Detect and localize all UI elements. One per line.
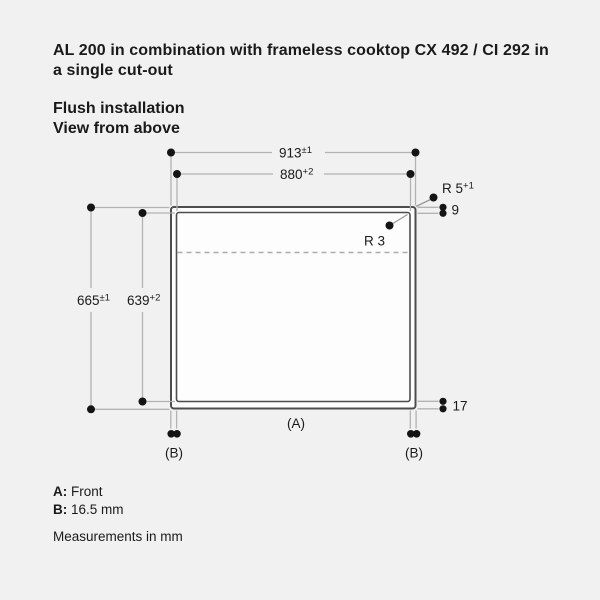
dim-endpoint-dot [87,204,95,212]
front-side-label: (A) [287,416,305,431]
dimension-offset-bottom [418,401,439,409]
dimension-offset-top [418,207,439,213]
dim-endpoint-dot [139,398,147,406]
legend-row-a [53,483,124,501]
dimension-b-right [410,411,416,429]
radius-inner-label: R 3 [364,233,386,249]
legend-row-b [53,501,124,519]
legend-value-b: 16.5 mm [71,502,124,517]
radius-inner-dot [386,222,394,230]
dim-endpoint-dot [439,398,446,405]
radius-outer-dot [430,194,438,202]
dim-offset-top-label: 9 [451,202,460,218]
dim-inner-width-label: $880^{+2}$ [280,166,314,182]
legend [53,483,124,519]
dim-endpoint-dot [412,149,420,157]
legend-value-a: Front [71,484,103,499]
radius-outer-label: R $5^{+1}$ [442,180,474,196]
dim-endpoint-dot [167,149,175,157]
title-line-1: AL 200 in combination with frameless cooktop CX 492 / CI 292 in [53,42,549,59]
dim-inner-height-label: $639^{+2}$ [127,292,161,308]
legend-key-a: A: [53,484,68,499]
dim-outer-height-label: $665^{\pm 1}$ [77,292,111,308]
dim-endpoint-dot [413,430,421,438]
legend-key-b: B: [53,502,68,517]
dim-endpoint-dot [439,405,446,412]
dim-outer-width-label: $913^{\pm 1}$ [279,145,313,161]
subtitle-line-2: View from above [53,120,180,137]
dim-endpoint-dot [87,405,95,413]
b-right-label: (B) [405,445,423,461]
measurements-note: Measurements in mm [53,529,183,544]
dim-endpoint-dot [439,210,446,217]
subtitle-line-1: Flush installation [53,100,185,117]
dimension-outer-height [91,208,170,410]
dim-endpoint-dot [139,209,147,217]
dimension-b-left [171,411,177,429]
dim-endpoint-dot [407,170,415,178]
title-line-2: a single cut-out [53,62,173,79]
dim-endpoint-dot [173,170,181,178]
dim-endpoint-dot [173,430,181,438]
radius-outer-leader-line [416,200,431,207]
b-left-label: (B) [165,445,183,461]
dim-offset-bottom-label: 17 [452,398,468,414]
